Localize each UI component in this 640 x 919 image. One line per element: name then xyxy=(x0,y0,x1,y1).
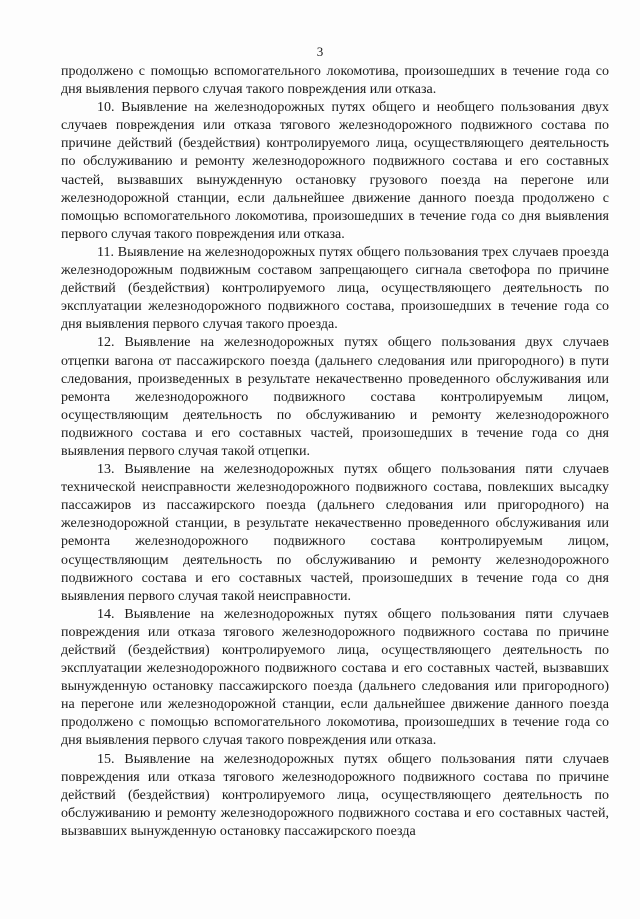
paragraph-item-10: 10. Выявление на железнодорожных путях общего и необщего пользования двух случаев повреждения или отказа тягового железнодорожного подвижного состава по причине действий (бездействия) контролируемого лица, осуществляющего деятельность по обслуживанию и ремонту железнодорожного подвижного состава и его составных частей, вызвавших вынужденную остановку грузового поезда на перегоне или железнодорожной станции, если дальнейшее движение данного поезда продолжено с помощью вспомогательного локомотива, произошедших в течение года со дня выявления первого случая такого повреждения или отказа. xyxy=(61,100,609,242)
paragraph-item-13: 13. Выявление на железнодорожных путях общего пользования пяти случаев технической неисправности железнодорожного подвижного состава, повлекших высадку пассажиров из пассажирского поезда (дальнего следования или пригородного) на железнодорожной станции, в результате некачественно проведенного обслуживания или ремонта железнодорожного подвижного состава контролируемым лицом, осуществляющим деятельность по обслуживанию и ремонту железнодорожного подвижного состава и его составных частей, произошедших в течение года со дня выявления первого случая такой неисправности. xyxy=(61,462,609,604)
paragraph-item-14: 14. Выявление на железнодорожных путях общего пользования пяти случаев повреждения или отказа тягового железнодорожного подвижного состава по причине действий (бездействия) контролируемого лица, осуществляющего деятельность по эксплуатации железнодорожного подвижного состава и его составных частей, вызвавших вынужденную остановку пассажирского поезда (дальнего следования или пригородного) на перегоне или железнодорожной станции, если дальнейшее движение данного поезда продолжено с помощью вспомогательного локомотива, произошедших в течение года со дня выявления первого случая такого повреждения или отказа. xyxy=(61,606,609,749)
paragraph-item-15: 15. Выявление на железнодорожных путях общего пользования пяти случаев повреждения или отказа тягового железнодорожного подвижного состава по причине действий (бездействия) контролируемого лица, осуществляющего деятельность по обслуживанию и ремонту железнодорожного подвижного состава и его составных частей, вызвавших вынужденную остановку пассажирского поезда xyxy=(61,751,609,839)
document-body xyxy=(61,63,609,841)
paragraph-continuation: продолжено с помощью вспомогательного локомотива, произошедших в течение года со дня выявления первого случая такого повреждения или отказа. xyxy=(61,64,609,98)
paragraph-item-12: 12. Выявление на железнодорожных путях общего пользования двух случаев отцепки вагона от пассажирского поезда (дальнего следования или пригородного) в пути следования, произведенных в результате некачественно проведенного обслуживания или ремонта железнодорожного подвижного состава контролируемым лицом, осуществляющим деятельность по обслуживанию и ремонту железнодорожного подвижного состава и его составных частей, произошедших в течение года со дня выявления первого случая такой отцепки. xyxy=(61,335,609,459)
paragraph-item-11: 11. Выявление на железнодорожных путях общего пользования трех случаев проезда железнодорожным подвижным составом запрещающего сигнала светофора по причине действий (бездействия) контролируемого лица, осуществляющего деятельность по эксплуатации железнодорожного подвижного состава, произошедших в течение года со дня выявления первого случая такого проезда. xyxy=(61,244,609,333)
page-number: 3 xyxy=(316,44,324,59)
